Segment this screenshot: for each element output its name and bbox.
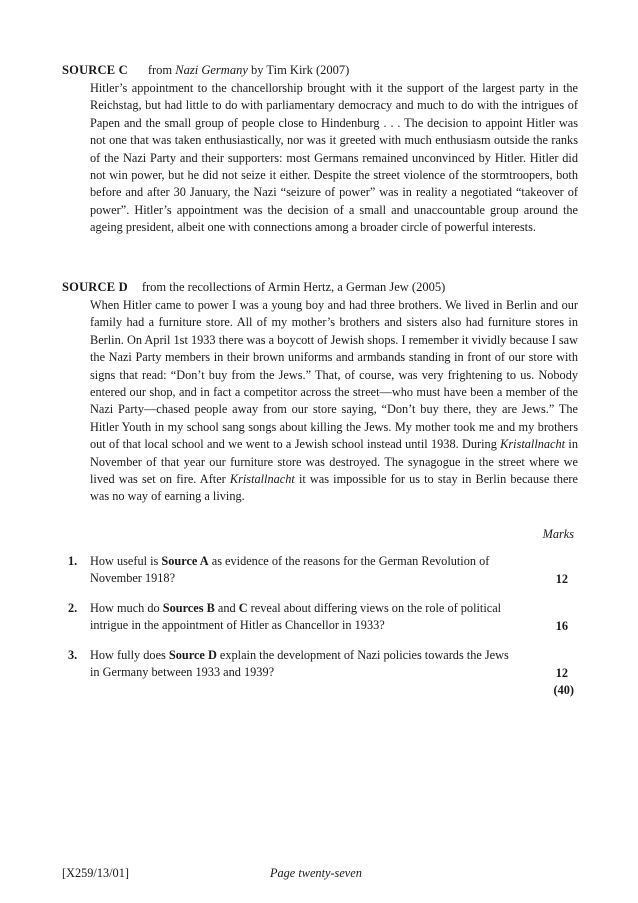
kristallnacht-term: Kristallnacht — [500, 437, 566, 452]
question-number: 2. — [68, 601, 78, 615]
question-text: How fully does Source D explain the development of Nazi policies towards the Jews in Germany between 1933 and 1939? — [90, 648, 509, 680]
source-d-attribution: from the recollections of Armin Hertz, a German Jew (2005) — [141, 280, 446, 294]
question-1 — [62, 553, 578, 588]
source-c-label: SOURCE C — [62, 63, 128, 77]
question-marks: 16 — [555, 618, 568, 633]
question-marks: 12 — [555, 571, 568, 586]
page-number: Page twenty-seven — [270, 866, 362, 880]
question-2 — [62, 600, 578, 635]
question-marks: 12 — [555, 665, 568, 680]
source-d-heading — [62, 280, 445, 295]
source-c-heading — [62, 63, 349, 78]
source-c-body: Hitler’s appointment to the chancellorship brought with it the support of the largest party in the Reichstag, but had little to do with parliamentary democracy and much to do with the intrigues of Papen and the small group of people close to Hindenburg . . . The decision to appoint Hitler was not one that was taken enthusiastically, nor was it greeted with much enthusiasm outside the ranks of the Nazi Party and their supporters: most Germans remained unconvinced by Hitler. Hitler did not win power, but he did not seize it either. Despite the street violence of the stormtroopers, both before and after 30 January, the Nazi “seizure of power” was in reality a negotiated “takeover of power”. Hitler’s appointment was the decision of a small and unaccountable group around the ageing president, albeit one with connections among a broader circle of powerful interests. — [90, 81, 578, 235]
question-number: 3. — [68, 648, 78, 662]
source-d-body: When Hitler came to power I was a young boy and had three brothers. We lived in Berlin and our family had a furniture store. All of my mother’s brothers and sisters also had furniture stores in Berlin. On April 1st 1933 there was a boycott of Jewish shops. I remember it vividly because I saw the Nazi Party members in their brown uniforms and armbands standing in front of our store with signs that read: “Don’t buy from the Jews.” That, of course, was very frightening to us. Nobody entered our shop, and in fact a competitor across the street—who must have been a member of the Nazi Party—chased people away from our store saying, “Don’t buy there, they are Jews.” The Hitler Youth in my school sang songs about killing the Jews. My mother took me and my brothers out of that local school and we went to a Jewish school instead until 1938. During Kristallnacht in November of that year our furniture store was destroyed. The synagogue in the street where we lived was set on fire. After Kristallnacht it was impossible for us to stay in Berlin because there was no way of earning a living. — [90, 298, 578, 504]
paper-code: [X259/13/01] — [62, 866, 129, 880]
source-c-book-title: Nazi Germany — [175, 63, 248, 77]
question-text: How much do Sources B and C reveal about differing views on the role of political intrigue in the appointment of Hitler as Chancellor in 1933? — [90, 601, 502, 633]
source-c-attribution: from Nazi Germany by Tim Kirk (2007) — [147, 63, 350, 77]
kristallnacht-term: Kristallnacht — [229, 472, 295, 487]
question-number: 1. — [68, 554, 78, 568]
total-marks: (40) — [553, 683, 574, 697]
marks-column-label: Marks — [542, 527, 574, 541]
source-d-label: SOURCE D — [62, 280, 128, 294]
question-3 — [62, 647, 578, 682]
question-text: How useful is Source A as evidence of the reasons for the German Revolution of November 1918? — [90, 554, 490, 586]
